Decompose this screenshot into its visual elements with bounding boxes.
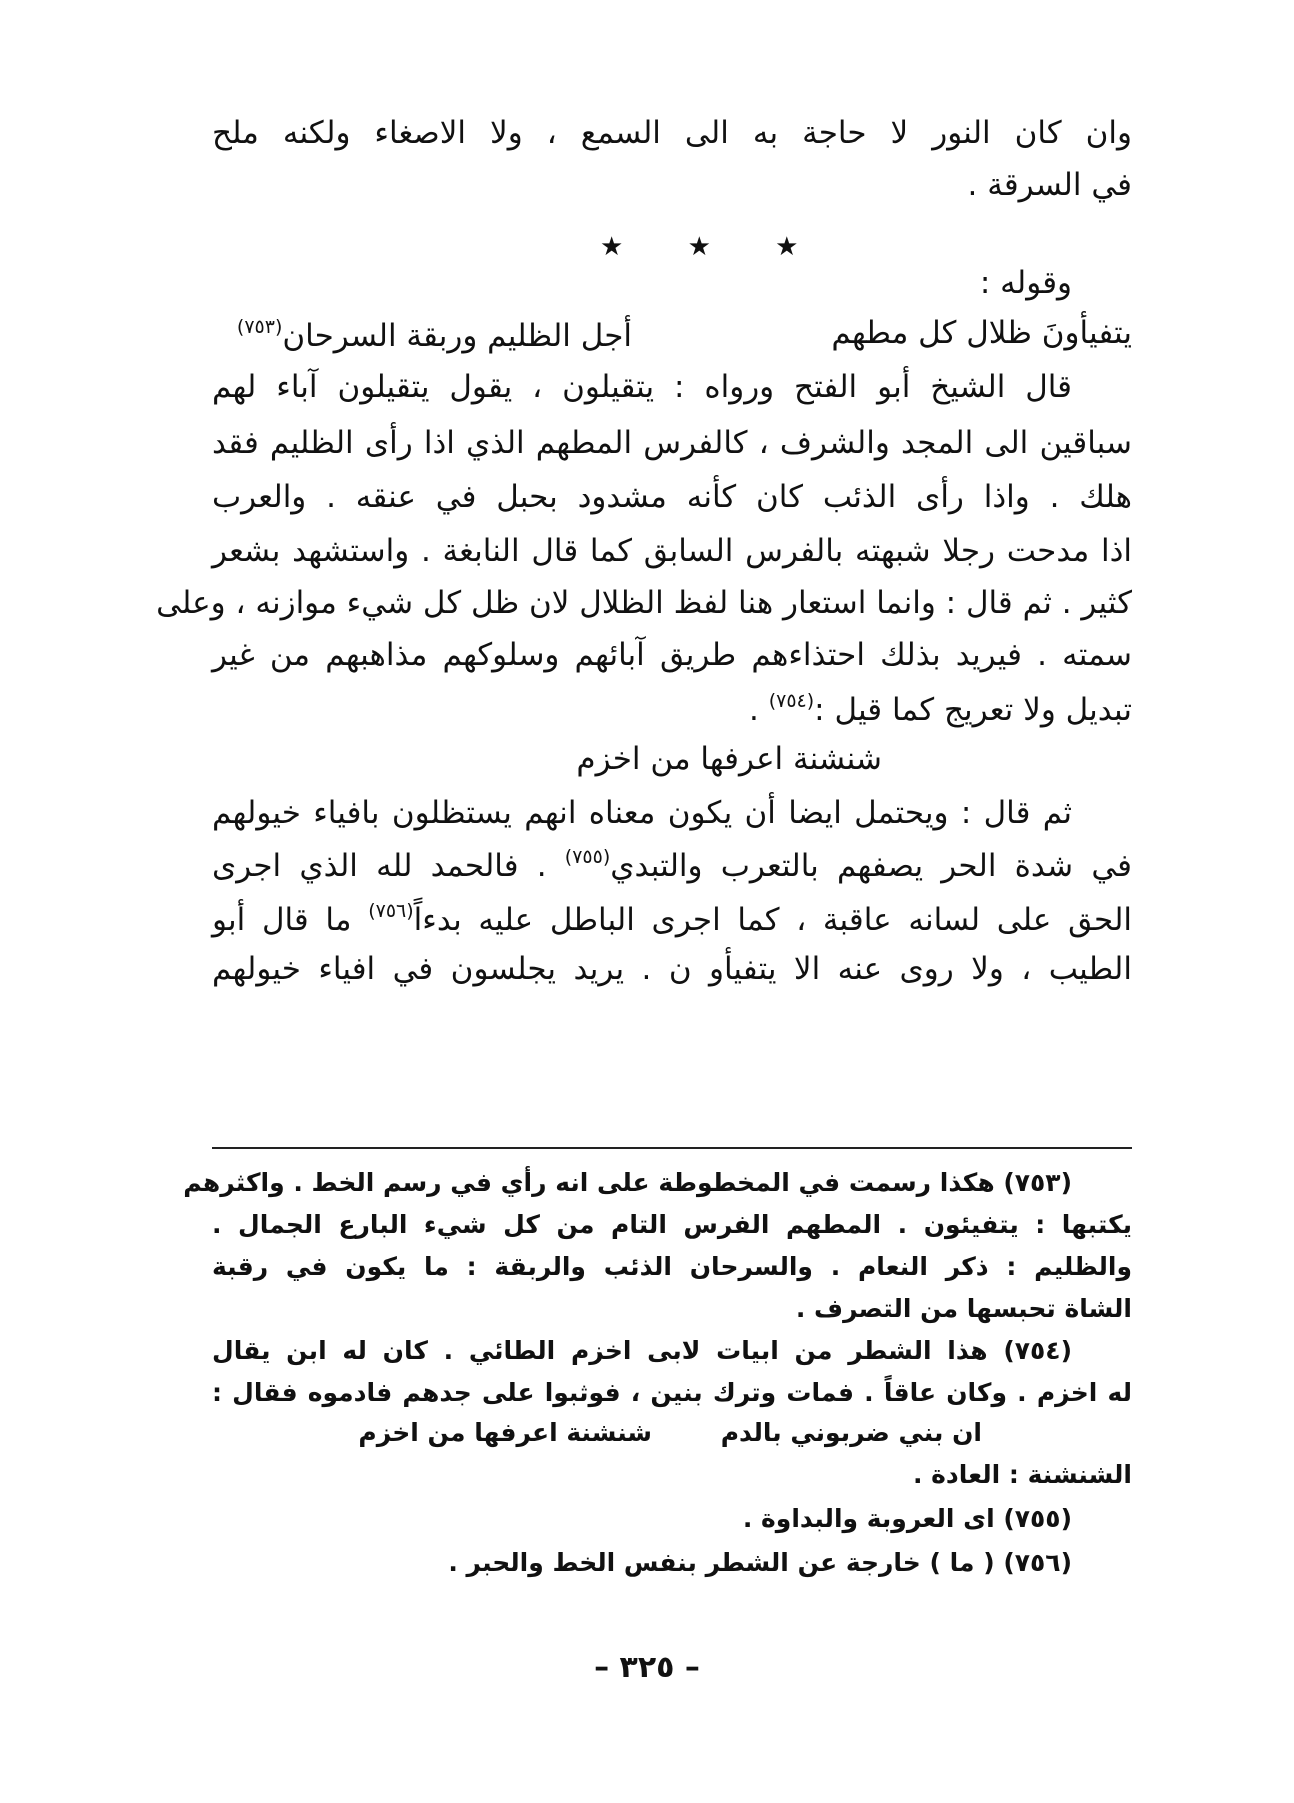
footnote-line: (٧٥٥) اى العروبة والبداوة . [742,1504,1072,1533]
text-run: في شدة الحر يصفهم بالتعرب والتبدي [610,848,1132,884]
text-line [749,692,1132,726]
text-run: . فالحمد لله الذي اجرى [212,848,547,884]
footnote-line: (٧٥٦) ( ما ) خارجة عن الشطر بنفس الخط والحبر . [448,1548,1072,1577]
text-line: هلك . واذا رأى الذئب كان كأنه مشدود بحبل في عنقه . والعرب [212,479,1132,515]
text-line: وان كان النور لا حاجة به الى السمع ، ولا الاصغاء ولكنه ملح [212,115,1132,151]
text-run: ما قال أبو [212,902,352,938]
footnote-line: (٧٥٣) هكذا رسمت في المخطوطة على انه رأي في رسم الخط . واكثرهم [183,1168,1072,1197]
text-line: ثم قال : ويحتمل ايضا أن يكون معناه انهم يستظلون بافياء خيولهم [212,795,1072,831]
footnote-line: والظليم : ذكر النعام . والسرحان الذئب والربقة : ما يكون في رقبة [212,1252,1132,1281]
text-line: وقوله : [979,265,1072,301]
footnote-marker: (٧٥٥) [564,846,611,868]
footnote-marker: (٧٥٦) [368,900,414,922]
verse-text: يتفيأونَ ظلال كل مطهم [831,315,1132,351]
quoted-hemistich: شنشنة اعرفها من اخزم [576,741,882,777]
text-line: كثير . ثم قال : وانما استعار هنا لفظ الظلال لان ظل كل شيء موازنه ، وعلى [156,585,1132,621]
text-run: تبديل ولا تعريج كما قيل : [814,692,1132,728]
text-line: الطيب ، ولا روى عنه الا يتفيأو ن . يريد يجلسون في افياء خيولهم [212,951,1132,987]
text-line [212,902,1132,936]
text-line: سمته . فيريد بذلك احتذاءهم طريق آبائهم وسلوكهم مذاهبهم من غير [212,637,1132,673]
footnote-line: (٧٥٤) هذا الشطر من ابيات لابى اخزم الطائي . كان له ابن يقال [212,1336,1072,1365]
footnote-verse: ان بني ضربوني بالدم [720,1418,982,1447]
page-number: – ٣٢٥ – [594,1650,700,1685]
text-run: . [748,692,759,728]
footnote-line: الشنشنة : العادة . [912,1460,1132,1489]
text-line [212,848,1132,882]
text-line: اذا مدحت رجلا شبهته بالفرس السابق كما قال النابغة . واستشهد بشعر [212,533,1132,569]
footnote-line: الشاة تحبسها من التصرف . [795,1294,1132,1323]
footnote-separator [212,1147,1132,1149]
verse-text: أجل الظليم وربقة السرحان [282,318,632,354]
footnote-verse: شنشنة اعرفها من اخزم [358,1418,652,1447]
footnote-marker: (٧٥٣) [236,316,283,338]
text-line: سباقين الى المجد والشرف ، كالفرس المطهم الذي اذا رأى الظليم فقد [212,425,1132,461]
footnote-line: له اخزم . وكان عاقاً . فمات وترك بنين ، فوثبوا على جدهم فادموه فقال : [212,1378,1132,1407]
verse-first-half [831,315,1132,351]
text-run: الحق على لسانه عاقبة ، كما اجرى الباطل عليه بدءاً [413,902,1133,938]
section-divider-stars: ★ ★ ★ [600,232,827,262]
text-line: في السرقة . [967,167,1132,203]
footnote-marker: (٧٥٤) [768,690,815,712]
verse-second-half [237,318,632,352]
footnote-line: يكتبها : يتفيئون . المطهم الفرس التام من كل شيء البارع الجمال . [212,1210,1132,1239]
text-line: قال الشيخ أبو الفتح ورواه : يتقيلون ، يقول يتقيلون آباء لهم [212,369,1072,405]
